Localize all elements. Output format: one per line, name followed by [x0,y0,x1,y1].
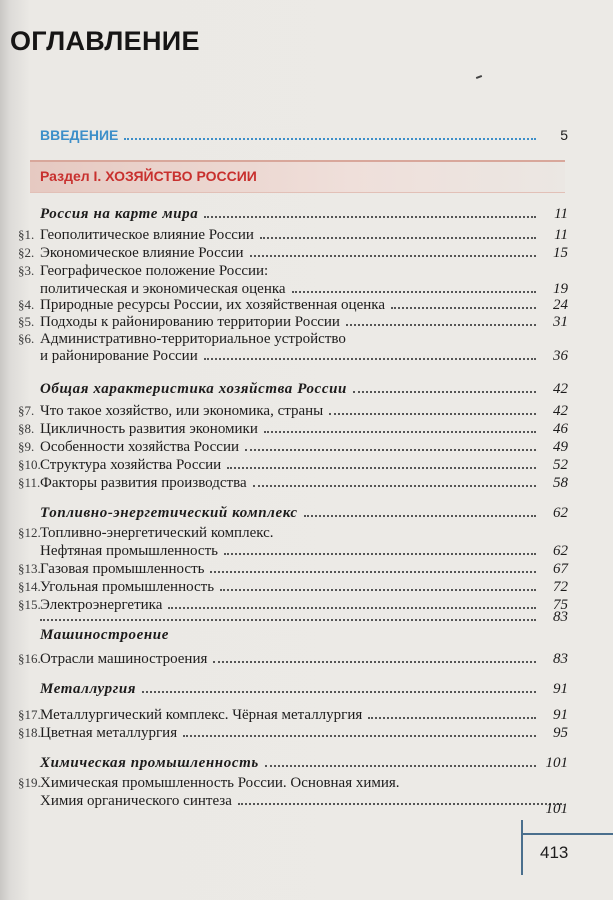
toc-entry[interactable] [18,524,568,542]
entry-continuation [40,347,568,365]
leader-dots [292,291,536,293]
entry-number: §4. [18,297,35,312]
entry-page: 95 [553,725,568,741]
entry-title: Цветная металлургия [40,725,178,741]
entry-number: §9. [18,439,35,454]
entry-page: 62 [553,505,568,521]
leader-dots [220,589,536,591]
entry-continuation [40,542,568,560]
leader-dots [260,237,536,239]
toc-entry[interactable] [18,456,568,474]
entry-number: §15. [18,597,41,612]
part-title: Раздел I. ХОЗЯЙСТВО РОССИИ [40,168,257,184]
entry-title: Особенности хозяйства России [40,439,239,455]
entry-page: 19 [553,281,568,297]
leader-dots [391,307,536,309]
leader-dots [224,553,536,555]
leader-dots [142,691,536,693]
entry-page: 46 [553,421,568,437]
entry-title-cont: и районирование России [40,348,198,364]
entry-number: §17. [18,707,41,722]
entry-title: Экономическое влияние России [40,245,244,261]
entry-title: Подходы к районированию территории России [40,314,340,330]
entry-number: §12. [18,525,41,540]
entry-page: 83 [553,651,568,667]
toc-section[interactable] [40,205,568,223]
entry-title: Географическое положение России: [40,263,269,279]
toc-section[interactable] [40,504,568,522]
leader-dots [183,735,536,737]
page-number: 413 [540,843,569,862]
entry-number: §7. [18,403,35,418]
intro-page: 5 [560,127,568,143]
toc-intro[interactable] [40,126,568,144]
entry-title: Природные ресурсы России, их хозяйственная оценка [40,297,385,313]
leader-dots [353,391,536,393]
toc-entry[interactable] [18,578,568,596]
entry-page: 67 [553,561,568,577]
entry-page: 101 [545,755,568,771]
entry-title: Структура хозяйства России [40,457,222,473]
entry-page: 83 [553,609,568,625]
toc-entry[interactable] [18,296,568,314]
toc-entry[interactable] [18,650,568,668]
entry-page: 72 [553,579,568,595]
toc-entry[interactable] [18,226,568,244]
entry-number: §14. [18,579,41,594]
toc-entry[interactable] [18,474,568,492]
entry-title: Топливно-энергетический комплекс. [40,525,274,541]
entry-page: 91 [553,681,568,697]
leader-dots [304,515,536,517]
leader-dots [264,431,536,433]
entry-page: 24 [553,297,568,313]
entry-title: Угольная промышленность [40,579,215,595]
entry-title-cont: Химия органического синтеза [40,793,232,809]
entry-number: §6. [18,331,35,346]
page-title: ОГЛАВЛЕНИЕ [10,26,200,56]
entry-title-cont: Нефтяная промышленность [40,543,218,559]
entry-page: 11 [554,206,568,222]
entry-number: §2. [18,245,35,260]
toc-section[interactable] [40,626,568,644]
entry-page: 42 [553,381,568,397]
entry-title: Электроэнергетика [40,597,163,613]
toc-entry[interactable] [18,402,568,420]
entry-number: §16. [18,651,41,666]
toc-section[interactable] [40,380,568,398]
entry-title: Что такое хозяйство, или экономика, страны [40,403,324,419]
entry-number: §8. [18,421,35,436]
leader-dots [40,619,536,621]
entry-number: §3. [18,263,35,278]
entry-title: Геополитическое влияние России [40,227,254,243]
entry-number: §1. [18,227,35,242]
entry-title: Химическая промышленность России. Основная химия. [40,775,400,791]
entry-page: 31 [553,314,568,330]
entry-title: Металлургический комплекс. Чёрная металлургия [40,707,363,723]
entry-title: Отрасли машиностроения [40,651,208,667]
entry-number: §18. [18,725,41,740]
entry-number: §13. [18,561,41,576]
leader-dots [250,255,536,257]
page-ref-row [40,608,568,626]
leader-dots [204,358,536,360]
toc-entry[interactable] [18,774,568,792]
toc-entry[interactable] [18,420,568,438]
entry-page: 75 [553,597,568,613]
entry-page: 15 [553,245,568,261]
leader-dots [204,216,536,218]
leader-dots [124,138,536,140]
toc-entry[interactable] [18,560,568,578]
page-ref-row [40,800,568,818]
entry-number: §5. [18,314,35,329]
entry-page: 58 [553,475,568,491]
entry-page: 11 [554,227,568,243]
part-banner [30,160,565,193]
entry-number: §10. [18,457,41,472]
leader-dots [210,571,536,573]
leader-dots [213,661,536,663]
intro-label: ВВЕДЕНИЕ [40,127,119,143]
entry-page: 101 [545,801,568,817]
entry-number: §11. [18,475,41,490]
section-title: Металлургия [40,681,137,697]
leader-dots [368,717,536,719]
ink-mark [476,75,482,79]
section-title: Общая характеристика хозяйства России [40,381,347,397]
toc-entry[interactable] [18,244,568,262]
leader-dots [245,449,536,451]
toc-entry[interactable] [18,330,568,348]
toc-entry[interactable] [18,438,568,456]
toc-entry[interactable] [18,262,568,280]
section-title: Топливно-энергетический комплекс [40,505,298,521]
toc-section[interactable] [40,680,568,698]
entry-title-cont: политическая и экономическая оценка [40,281,286,297]
toc-section[interactable] [40,754,568,772]
toc-entry[interactable] [18,313,568,331]
toc-entry[interactable] [18,706,568,724]
entry-page: 49 [553,439,568,455]
entry-number: §19. [18,775,41,790]
section-title: Россия на карте мира [40,206,199,222]
entry-page: 42 [553,403,568,419]
entry-title: Факторы развития производства [40,475,247,491]
entry-title: Газовая промышленность [40,561,205,577]
entry-page: 52 [553,457,568,473]
leader-dots [253,485,536,487]
entry-title: Административно-территориальное устройство [40,331,346,347]
toc-entry[interactable] [18,724,568,742]
entry-page: 91 [553,707,568,723]
section-title: Машиностроение [40,627,170,643]
leader-dots [227,467,536,469]
leader-dots [329,413,536,415]
leader-dots [346,324,536,326]
section-title: Химическая промышленность [40,755,259,771]
entry-page: 36 [553,348,568,364]
leader-dots [265,765,536,767]
entry-title: Цикличность развития экономики [40,421,258,437]
entry-page: 62 [553,543,568,559]
